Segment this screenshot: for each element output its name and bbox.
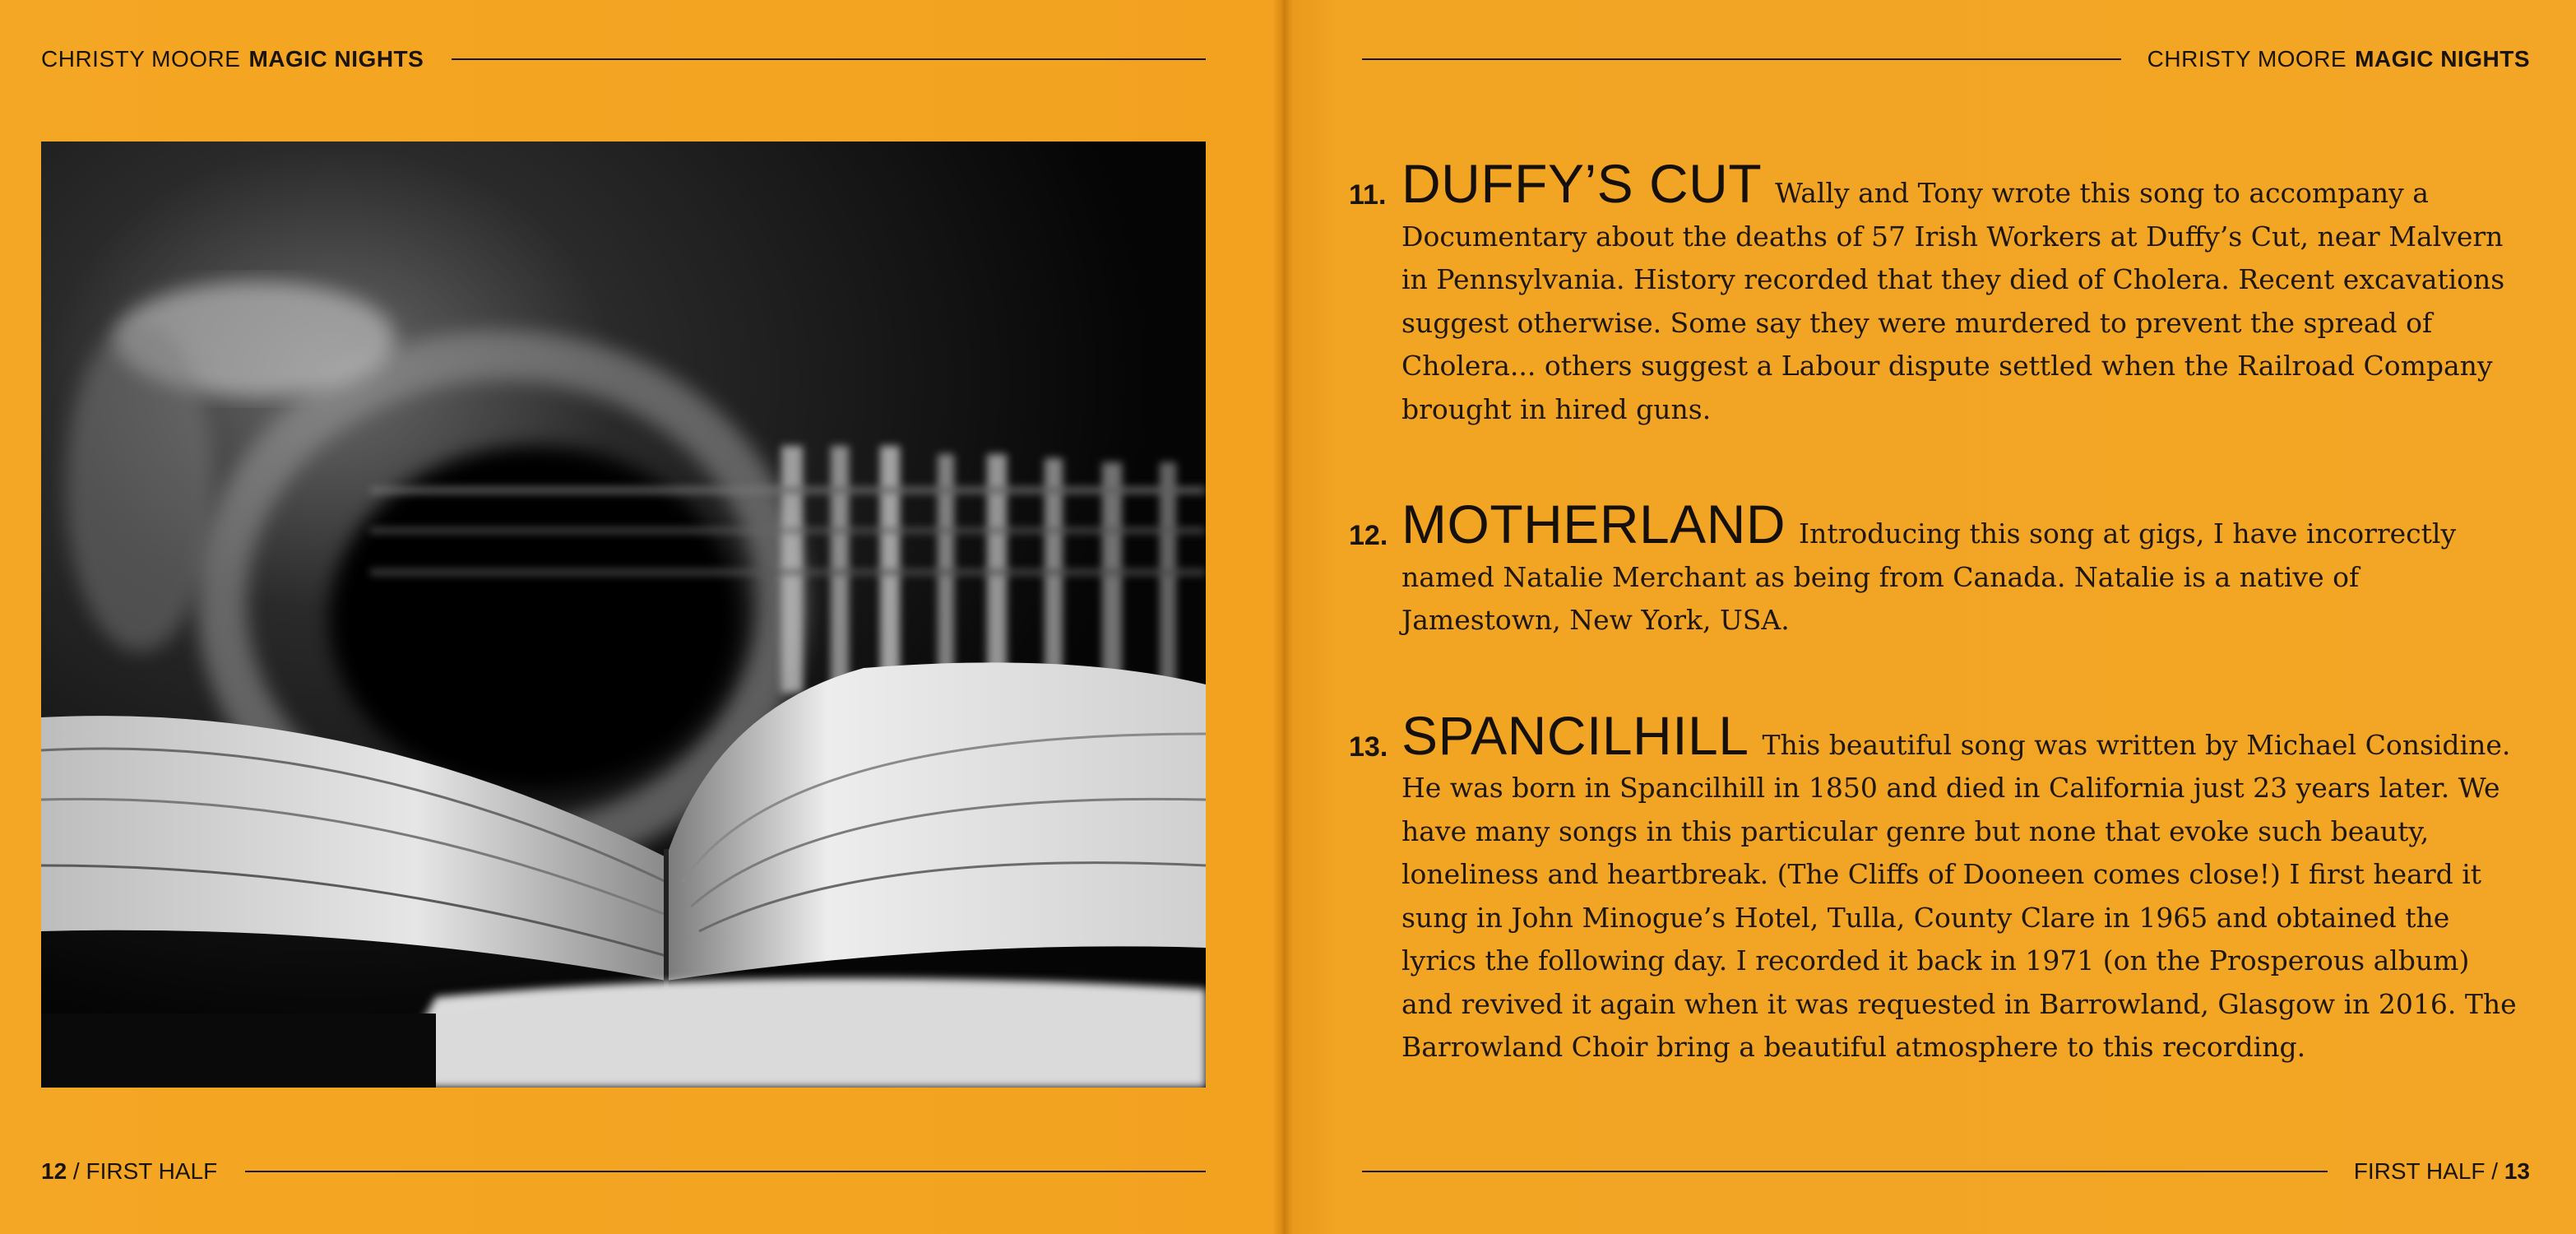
- track-number: 11.: [1349, 179, 1387, 211]
- track-title: SPANCILHILL: [1402, 704, 1749, 766]
- track-title: DUFFY’S CUT: [1402, 153, 1763, 214]
- booklet-spine: [1273, 0, 1293, 1234]
- running-head-left: [41, 43, 1206, 76]
- footer-separator: /: [67, 1158, 86, 1184]
- footer-section: FIRST HALF: [2353, 1158, 2486, 1184]
- track-text: Introducing this song at gigs, I have incorrectly named Natalie Merchant as being from Canada. Natalie is a native of Jamestown, New York, USA.: [1402, 517, 2457, 636]
- header-rule: [452, 58, 1206, 60]
- footer-separator: /: [2485, 1158, 2504, 1184]
- track-entry: [1349, 704, 2525, 1069]
- track-notes: [1349, 153, 2525, 1135]
- footer-rule: [1362, 1171, 2328, 1172]
- footer-left: [41, 1155, 1206, 1188]
- track-entry: [1349, 494, 2525, 643]
- track-number: 12.: [1349, 520, 1388, 551]
- footer-section: FIRST HALF: [86, 1158, 218, 1184]
- header-artist: CHRISTY MOORE: [2147, 46, 2347, 72]
- track-text: This beautiful song was written by Michael Considine. He was born in Spancilhill in 1850 and died in California just 23 years later. We have many songs in this particular genre but none that evoke such beauty, loneliness and heartbreak. (The Cliffs of Dooneen comes close!) I first heard it sung in John Minogue’s Hotel, Tulla, County Clare in 1965 and obtained the lyrics the following day. I recorded it back in 1971 (on the Prosperous album) and revived it again when it was requested in Barrowland, Glasgow in 2016. The Barrowland Choir bring a beautiful atmosphere to this recording.: [1402, 728, 2517, 1063]
- header-album: MAGIC NIGHTS: [248, 46, 424, 72]
- track-description: [1402, 153, 2525, 431]
- track-text: Wally and Tony wrote this song to accompany a Documentary about the deaths of 57 Irish Workers at Duffy’s Cut, near Malvern in Pennsylvania. History recorded that they died of Cholera. Recent excavations suggest otherwise. Some say they were murdered to prevent the spread of Cholera... others suggest a Labour dispute settled when the Railroad Company brought in hired guns.: [1402, 177, 2505, 425]
- header-rule: [1362, 58, 2121, 60]
- header-album: MAGIC NIGHTS: [2355, 46, 2530, 72]
- track-number: 13.: [1349, 731, 1388, 763]
- header-artist: CHRISTY MOORE: [41, 46, 241, 72]
- book-guitar-photo: [41, 141, 1206, 1088]
- page-number: 12: [41, 1158, 67, 1184]
- track-entry: [1349, 153, 2525, 431]
- running-head-right: [1362, 43, 2530, 76]
- photo-illustration: [41, 141, 1206, 1088]
- footer-rule: [245, 1171, 1206, 1172]
- footer-right: [1362, 1155, 2530, 1188]
- track-description: [1402, 494, 2525, 643]
- track-title: MOTHERLAND: [1402, 494, 1786, 554]
- track-description: [1402, 704, 2525, 1069]
- page-number: 13: [2504, 1158, 2530, 1184]
